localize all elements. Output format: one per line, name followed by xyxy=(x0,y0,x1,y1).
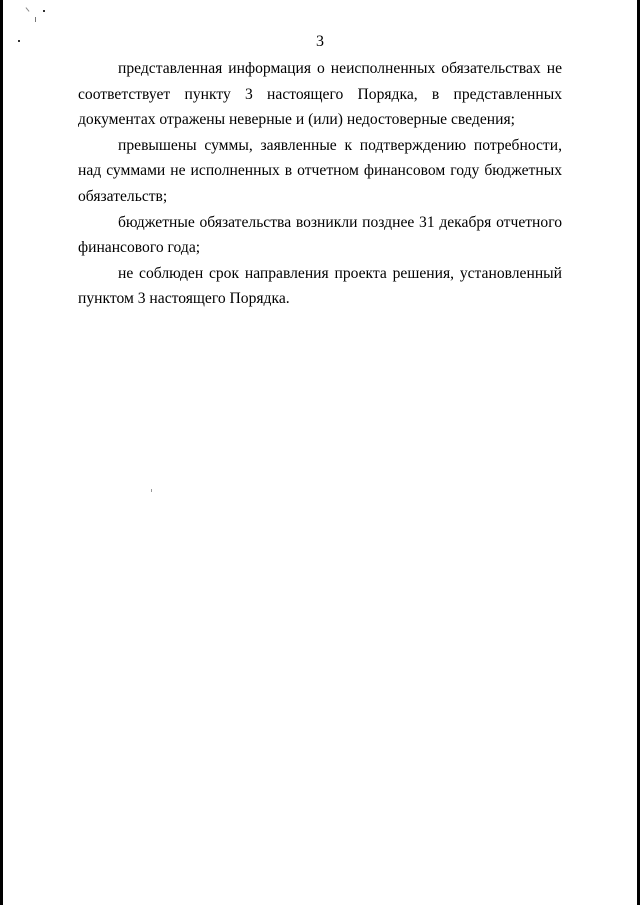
scan-speck xyxy=(151,489,152,492)
scan-speck xyxy=(26,7,30,11)
document-body xyxy=(78,56,562,312)
paragraph: представленная информация о неисполненных обязательствах не соответствует пункту 3 настоящего Порядка, в представленных документах отражены неверные и (или) недостоверные сведения; xyxy=(78,60,562,129)
scan-edge-left xyxy=(0,0,3,905)
paragraph: не соблюден срок направления проекта решения, установленный пунктом 3 настоящего Порядка. xyxy=(78,264,562,308)
paragraph: превышены суммы, заявленные к подтверждению потребности, над суммами не исполненных в отчетном финансовом году бюджетных обязательств; xyxy=(78,136,562,205)
scan-speck xyxy=(43,10,45,12)
page-number: 3 xyxy=(316,33,324,50)
paragraph: бюджетные обязательства возникли позднее 31 декабря отчетного финансового года; xyxy=(78,213,562,257)
scan-speck xyxy=(35,17,36,22)
